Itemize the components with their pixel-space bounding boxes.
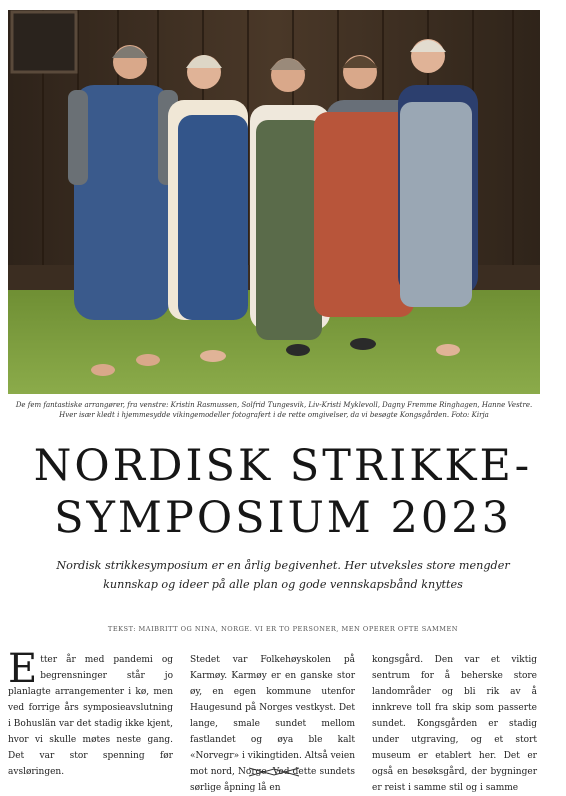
article-lead: [40, 556, 526, 594]
ornament-divider-icon: [247, 766, 301, 778]
title-line-2: SYMPOSIUM 2023: [54, 493, 512, 543]
column-2-text: Stedet var Folkehøyskolen på Karmøy. Karmøy er en ganske stor øy, en egen kommune utenfor Haugesund på Norges vestkyst. Det lange, smale sundet mellom fastlandet og øya ble kalt «Norvegr» i vikingtiden. Altså veien mot nord, Norge. Ved dette sundets sørlige åpning lå en: [190, 655, 355, 793]
photo-caption: [8, 400, 540, 420]
column-1-text: tter år med pandemi og begrensninger står jo planlagte arrangementer i kø, men ved forrige års symposieavslutning i Bohuslän var det stadig ikke kjent, hvor vi skulle møtes neste gang. Det var stor spenning før avsløringen.: [8, 655, 173, 777]
caption-line-2: Hver især kledt i hjemmesydde vikingemodeller fotografert i de rette omgivelser, da vi besøgte Kongsgården. Foto: Kirja: [59, 411, 489, 419]
photo-illustration: [8, 10, 540, 394]
header-photo: [8, 10, 540, 394]
drop-cap: E: [8, 646, 38, 692]
article-title: [0, 440, 566, 544]
column-3-text: kongsgård. Den var et viktig sentrum for å beherske store landområder og bli rik av å innkreve toll fra skip som passerte sundet. Kongsgården er stadig under utgraving, og et stort museum er etablert her. Det er også en besøksgård, der bygninger er reist i samme stil og i samme: [372, 655, 537, 793]
title-line-1: NORDISK STRIKKE-: [33, 441, 533, 491]
wall-hatch: [12, 12, 76, 72]
caption-line-1: De fem fantastiske arrangører, fra venstre: Kristin Rasmussen, Solfrid Tungesvik, Liv-Kristi Myklevoll, Dagny Fremme Ringhagen, Hanne Vestre.: [15, 401, 533, 409]
article-column-1: [8, 646, 173, 780]
woman-2: [168, 55, 248, 362]
article-column-3: [372, 652, 537, 796]
lead-line-2: kunnskap og ideer på alle plan og gode vennskapsbånd knyttes: [103, 578, 463, 591]
byline: TEKST: MAIBRITT OG NINA, NORGE. VI ER TO PERSONER, MEN OPERER OFTE SAMMEN: [107, 625, 459, 633]
lead-line-1: Nordisk strikkesymposium er en årlig begivenhet. Her utveksles store mengder: [56, 559, 510, 572]
